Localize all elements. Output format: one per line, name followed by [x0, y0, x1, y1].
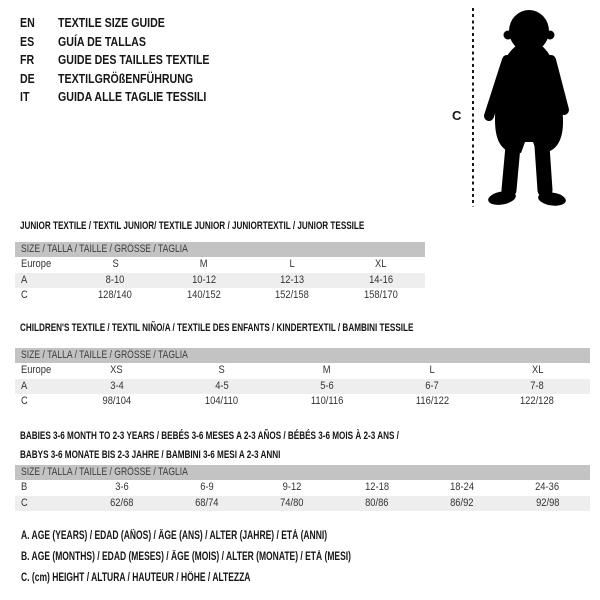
size-cell: M	[199, 258, 208, 270]
size-cell: XL	[531, 364, 544, 376]
language-row-fr	[20, 51, 236, 70]
language-row-de	[20, 70, 236, 89]
row-label: C	[21, 395, 28, 407]
size-cell: 3-6	[114, 481, 129, 493]
size-header: SIZE / TALLA / TAILLE / GRÖSSE / TAGLIA	[15, 465, 590, 480]
legend-line-b: B. AGE (MONTHS) / EDAD (MESES) / ÂGE (MOIS) / ALTER (MONATE) / ETÀ (MESI)	[21, 551, 351, 563]
row-label: A	[21, 273, 28, 286]
size-cell: 5-6	[320, 379, 334, 392]
size-cell: 86/92	[450, 496, 474, 509]
row-label: C	[21, 289, 28, 301]
size-cell: XS	[110, 364, 123, 376]
table-row	[15, 480, 590, 496]
size-cell: 14-16	[368, 273, 393, 286]
table-row	[15, 379, 590, 395]
legend-line-a: A. AGE (YEARS) / EDAD (AÑOS) / ÂGE (ANS) / ALTER (JAHRE) / ETÀ (ANNI)	[21, 530, 328, 542]
size-cell: 122/128	[520, 395, 555, 407]
language-code: EN	[20, 16, 35, 30]
table-row	[15, 273, 425, 289]
measurement-legend	[21, 526, 467, 589]
size-cell: 128/140	[98, 289, 133, 301]
size-cell: 24-36	[535, 481, 560, 493]
size-cell: 12-18	[365, 481, 389, 493]
size-cell: XL	[375, 258, 387, 270]
size-cell: 6-7	[425, 379, 439, 392]
section-title	[15, 219, 425, 233]
row-label: Europe	[21, 258, 52, 270]
size-cell: M	[323, 364, 331, 376]
section-title-text: JUNIOR TEXTILE / TEXTIL JUNIOR/ TEXTILE JUNIOR / JUNIORTEXTIL / JUNIOR TESSILE	[20, 220, 365, 232]
size-cell: 116/122	[415, 395, 449, 407]
language-title: TEXTILGRÖßENFÜHRUNG	[58, 71, 194, 86]
section-title	[15, 427, 590, 464]
size-header: SIZE / TALLA / TAILLE / GRÖSSE / TAGLIA	[15, 242, 425, 257]
children-size-table	[15, 348, 590, 410]
row-label: A	[21, 379, 28, 392]
height-measure-dotted-line	[472, 8, 474, 207]
size-cell: 62/68	[109, 496, 134, 509]
language-code: FR	[20, 53, 35, 67]
size-cell: 152/158	[275, 289, 310, 301]
size-cell: 10-12	[191, 273, 216, 286]
language-row-it	[20, 88, 236, 107]
section-title-line2: BABYS 3-6 MONATE BIS 2-3 JAHRE / BAMBINI 3-6 MESI A 2-3 ANNI	[20, 448, 281, 461]
language-title: TEXTILE SIZE GUIDE	[58, 16, 165, 30]
size-cell: S	[218, 364, 225, 376]
size-header-row	[15, 465, 590, 480]
table-row	[15, 394, 590, 410]
size-header-row	[15, 348, 590, 363]
size-cell: L	[289, 258, 295, 270]
size-cell: 4-5	[215, 379, 229, 392]
size-cell: 18-24	[450, 481, 475, 493]
size-cell: 74/80	[280, 496, 304, 509]
size-header-row	[15, 242, 425, 257]
table-row	[15, 288, 425, 304]
size-cell: 98/104	[102, 395, 131, 407]
section-title	[15, 321, 590, 335]
language-code: DE	[20, 71, 35, 86]
section-title-text: CHILDREN'S TEXTILE / TEXTIL NIÑO/A / TEXTILE DES ENFANTS / KINDERTEXTIL / BAMBINI TESSILE	[20, 322, 414, 334]
language-title-list	[20, 14, 236, 107]
junior-textile-section	[15, 219, 425, 304]
junior-size-table	[15, 242, 425, 304]
language-row-es	[20, 33, 236, 52]
row-label: B	[21, 481, 28, 493]
row-label: C	[21, 496, 28, 509]
size-cell: 7-8	[530, 379, 545, 392]
children-textile-section	[15, 321, 590, 410]
size-cell: 104/110	[205, 395, 239, 407]
section-title-line1: BABIES 3-6 MONTH TO 2-3 YEARS / BEBÉS 3-6 MESES A 2-3 AÑOS / BÉBÉS 3-6 MOIS À 2-3 ANS /	[20, 430, 399, 442]
size-header: SIZE / TALLA / TAILLE / GRÖSSE / TAGLIA	[15, 348, 590, 363]
language-row-en	[20, 14, 236, 33]
table-row	[15, 496, 590, 512]
size-cell: S	[112, 258, 119, 270]
row-label: Europe	[21, 364, 52, 376]
size-cell: L	[429, 364, 435, 376]
babies-size-table	[15, 465, 590, 511]
size-cell: 110/116	[310, 395, 344, 407]
size-cell: 9-12	[282, 481, 302, 493]
language-code: ES	[20, 34, 35, 49]
size-cell: 68/74	[195, 496, 219, 509]
size-cell: 158/170	[363, 289, 398, 301]
height-measure-label: C	[452, 108, 462, 123]
size-cell: 80/86	[365, 496, 389, 509]
baby-silhouette-icon	[480, 8, 572, 208]
size-cell: 6-9	[199, 481, 214, 493]
table-row	[15, 257, 425, 273]
language-title: GUÍA DE TALLAS	[58, 34, 146, 49]
size-cell: 3-4	[109, 379, 124, 392]
legend-line-c: C. (cm) HEIGHT / ALTURA / HAUTEUR / HÖHE / ALTEZZA	[21, 572, 251, 584]
size-cell: 92/98	[535, 496, 560, 509]
table-row	[15, 363, 590, 379]
language-title: GUIDE DES TAILLES TEXTILE	[58, 53, 210, 67]
size-cell: 12-13	[280, 273, 305, 286]
language-title: GUIDA ALLE TAGLIE TESSILI	[58, 90, 207, 104]
size-cell: 8-10	[105, 273, 125, 286]
language-code: IT	[20, 90, 30, 104]
size-cell: 140/152	[186, 289, 221, 301]
babies-textile-section	[15, 427, 590, 511]
